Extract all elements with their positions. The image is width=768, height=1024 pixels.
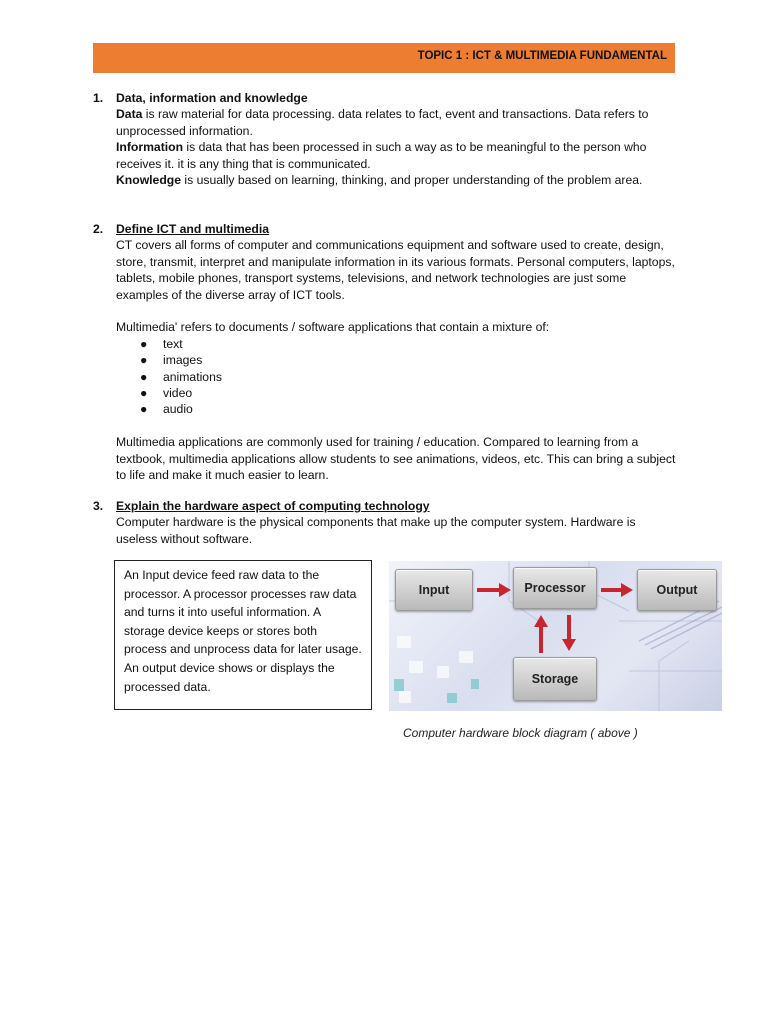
data-definition: Data is raw material for data processing. data relates to fact, event and transactions. Data refers to unprocessed information.	[116, 107, 649, 138]
list-item: ● images	[140, 353, 203, 368]
knowledge-definition: Knowledge is usually based on learning, thinking, and proper understanding of the problem area.	[116, 173, 643, 188]
input-block: Input	[395, 569, 473, 611]
hardware-block-diagram	[389, 561, 722, 711]
information-definition: Information is data that has been processed in such a way as to be meaningful to the person who receives it. it is any thing that is communicated.	[116, 140, 647, 171]
media-type-list	[116, 336, 676, 418]
section-heading: Explain the hardware aspect of computing technology	[116, 499, 430, 513]
section-heading: Define ICT and multimedia	[116, 222, 270, 236]
hardware-explanation-box: An Input device feed raw data to the processor. A processor processes raw data and turns it into useful information. A storage device keeps or stores both process and unprocess data for later usage. An output device shows or displays the processed data.	[114, 560, 372, 710]
arrow-processor-to-storage	[562, 615, 576, 651]
multimedia-intro: Multimedia' refers to documents / software applications that contain a mixture of:	[116, 320, 550, 335]
list-item: ● text	[140, 336, 183, 351]
arrow-storage-to-processor	[534, 615, 548, 653]
section-heading: Data, information and knowledge	[116, 91, 308, 105]
arrow-input-to-processor	[477, 583, 511, 597]
diagram-caption: Computer hardware block diagram ( above )	[403, 726, 638, 740]
processor-block: Processor	[513, 567, 597, 609]
ict-paragraph: CT covers all forms of computer and communications equipment and software used to create, design, store, transmit, interpret and manipulate information in its various formats. Personal computers, laptops, tablets, mobile phones, transport systems, televisions, and network technologies are just some examples of the diverse array of ICT tools.	[116, 238, 675, 302]
list-item: ● audio	[140, 402, 193, 417]
output-block: Output	[637, 569, 717, 611]
hardware-paragraph: Computer hardware is the physical components that make up the computer system. Hardware is useless without software.	[116, 515, 636, 546]
section-number: 3.	[93, 499, 104, 513]
arrow-processor-to-output	[601, 583, 633, 597]
topic-title: TOPIC 1 : ICT & MULTIMEDIA FUNDAMENTAL	[417, 50, 667, 62]
storage-block: Storage	[513, 657, 597, 701]
flow-arrows	[389, 561, 722, 711]
section-number: 2.	[93, 222, 104, 236]
multimedia-applications-paragraph: Multimedia applications are commonly used for training / education. Compared to learning from a textbook, multimedia applications allow students to see animations, videos, etc. This can bring a subject to life and make it much easier to learn.	[116, 435, 676, 482]
section-number: 1.	[93, 91, 104, 105]
list-item: ● animations	[140, 369, 222, 384]
list-item: ● video	[140, 386, 193, 400]
topic-banner	[93, 43, 675, 73]
